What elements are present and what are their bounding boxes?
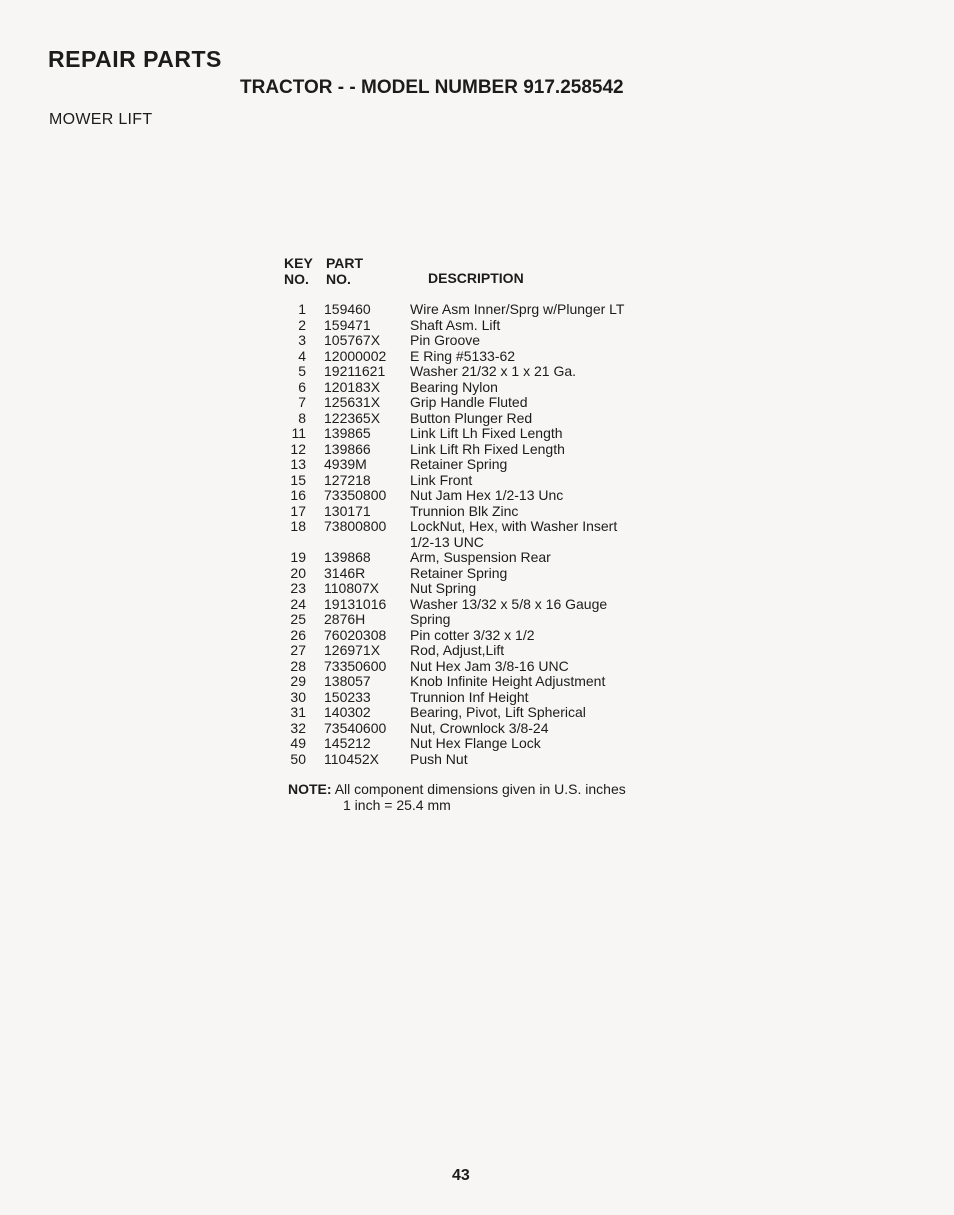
table-row xyxy=(284,612,704,628)
key-no: 7 xyxy=(298,394,306,410)
part-no: 140302 xyxy=(324,704,371,720)
table-row xyxy=(284,488,704,504)
page-heading: REPAIR PARTS xyxy=(48,46,222,72)
key-no: 23 xyxy=(290,580,306,596)
description: Spring xyxy=(410,611,451,627)
key-header-line1: KEY xyxy=(284,255,313,271)
key-no: 2 xyxy=(298,316,306,333)
description: Retainer Spring xyxy=(410,456,508,472)
description: Link Lift Rh Fixed Length xyxy=(410,440,565,457)
part-no: 145212 xyxy=(324,735,371,751)
part-no: 105767X xyxy=(324,332,381,348)
description: Rod, Adjust,Lift xyxy=(410,642,505,658)
description: E Ring #5133-62 xyxy=(410,347,516,364)
description: Knob Infinite Height Adjustment xyxy=(410,673,606,689)
description: Nut, Crownlock 3/8-24 xyxy=(410,719,549,736)
part-no: 4939M xyxy=(324,456,367,472)
note xyxy=(288,781,626,813)
part-no: 110452X xyxy=(324,750,380,767)
part-no: 127218 xyxy=(324,471,371,488)
key-no: 50 xyxy=(290,750,306,767)
description: Nut Spring xyxy=(410,580,477,596)
table-row xyxy=(284,442,704,458)
description-header: DESCRIPTION xyxy=(428,270,524,286)
description: LockNut, Hex, with Washer Insert 1/2-13 UNC xyxy=(410,518,618,550)
table-row xyxy=(284,643,704,659)
key-no: 1 xyxy=(298,301,306,317)
table-row xyxy=(284,364,704,380)
description: Push Nut xyxy=(410,750,468,767)
table-row xyxy=(284,519,704,550)
page-number: 43 xyxy=(452,1167,470,1184)
key-no: 20 xyxy=(290,564,306,581)
key-no: 12 xyxy=(290,440,306,457)
table-header xyxy=(284,256,704,288)
part-no: 139866 xyxy=(324,440,371,457)
table-row xyxy=(284,659,704,675)
part-no: 76020308 xyxy=(324,626,387,643)
description: Trunnion Blk Zinc xyxy=(410,502,519,519)
part-no: 159460 xyxy=(324,301,371,317)
part-no: 3146R xyxy=(324,564,366,581)
table-row xyxy=(284,395,704,411)
key-no: 19 xyxy=(290,549,306,565)
table-row xyxy=(284,581,704,597)
part-no: 110807X xyxy=(324,580,380,596)
part-no: 73350800 xyxy=(324,487,387,503)
part-no: 139865 xyxy=(324,425,371,441)
description: Grip Handle Fluted xyxy=(410,394,528,410)
description: Nut Hex Flange Lock xyxy=(410,735,541,751)
key-no: 28 xyxy=(290,657,306,674)
description: Bearing, Pivot, Lift Spherical xyxy=(410,704,586,720)
table-row xyxy=(284,566,704,582)
description: Arm, Suspension Rear xyxy=(410,549,551,565)
key-no: 18 xyxy=(290,518,306,534)
part-no: 19131016 xyxy=(324,595,387,612)
part-no: 73350600 xyxy=(324,657,387,674)
key-no: 31 xyxy=(290,704,306,720)
part-no: 122365X xyxy=(324,409,381,426)
part-no: 126971X xyxy=(324,642,381,658)
part-no: 150233 xyxy=(324,688,371,705)
table-row xyxy=(284,318,704,334)
description: Link Front xyxy=(410,471,473,488)
key-no: 24 xyxy=(290,595,306,612)
table-row xyxy=(284,426,704,442)
key-no: 4 xyxy=(298,347,306,364)
model-subtitle: TRACTOR - - MODEL NUMBER 917.258542 xyxy=(240,77,624,98)
description: Bearing Nylon xyxy=(410,378,498,395)
key-no-header xyxy=(284,256,324,287)
table-row xyxy=(284,736,704,752)
part-no: 73800800 xyxy=(324,518,387,534)
description: Pin cotter 3/32 x 1/2 xyxy=(410,626,535,643)
parts-table xyxy=(284,256,704,767)
table-row xyxy=(284,674,704,690)
key-no: 16 xyxy=(290,487,306,503)
table-row xyxy=(284,302,704,318)
table-row xyxy=(284,705,704,721)
part-no: 19211621 xyxy=(324,363,386,379)
table-row xyxy=(284,411,704,427)
part-no: 139868 xyxy=(324,549,371,565)
key-no: 29 xyxy=(290,673,306,689)
table-row xyxy=(284,504,704,520)
description: Washer 13/32 x 5/8 x 16 Gauge xyxy=(410,595,608,612)
note-label: NOTE: xyxy=(288,781,332,797)
key-no: 3 xyxy=(298,332,306,348)
part-no: 130171 xyxy=(324,502,371,519)
description: Wire Asm Inner/Sprg w/Plunger LT xyxy=(410,301,625,317)
table-row xyxy=(284,752,704,768)
note-line2: 1 inch = 25.4 mm xyxy=(343,797,451,813)
part-no: 125631X xyxy=(324,394,381,410)
part-header-line1: PART xyxy=(326,255,364,271)
table-row xyxy=(284,550,704,566)
part-no: 2876H xyxy=(324,611,366,627)
description: Nut Jam Hex 1/2-13 Unc xyxy=(410,487,564,503)
key-no: 13 xyxy=(290,456,306,472)
section-title: MOWER LIFT xyxy=(49,111,153,128)
key-no: 32 xyxy=(290,719,306,736)
key-no: 17 xyxy=(290,502,306,519)
key-no: 11 xyxy=(291,425,306,441)
part-no-header xyxy=(326,256,386,287)
part-header-line2: NO. xyxy=(326,270,351,287)
key-header-line2: NO. xyxy=(284,270,309,287)
key-no: 25 xyxy=(290,611,306,627)
part-no: 73540600 xyxy=(324,719,387,736)
key-no: 49 xyxy=(290,735,306,751)
description: Shaft Asm. Lift xyxy=(410,316,501,333)
table-row xyxy=(284,473,704,489)
part-no: 12000002 xyxy=(324,347,387,364)
table-row xyxy=(284,349,704,365)
key-no: 26 xyxy=(290,626,306,643)
key-no: 8 xyxy=(298,409,306,426)
key-no: 27 xyxy=(290,642,306,658)
table-row xyxy=(284,721,704,737)
table-body xyxy=(284,302,704,767)
description: Washer 21/32 x 1 x 21 Ga. xyxy=(410,363,577,379)
key-no: 15 xyxy=(290,471,306,488)
part-no: 159471 xyxy=(324,316,371,333)
note-line1: All component dimensions given in U.S. inches xyxy=(334,781,626,797)
description: Pin Groove xyxy=(410,332,481,348)
key-no: 5 xyxy=(298,363,306,379)
table-row xyxy=(284,457,704,473)
key-no: 6 xyxy=(298,378,306,395)
table-row xyxy=(284,333,704,349)
table-row xyxy=(284,628,704,644)
description: Link Lift Lh Fixed Length xyxy=(410,425,563,441)
part-no: 138057 xyxy=(324,673,371,689)
description: Nut Hex Jam 3/8-16 UNC xyxy=(410,657,569,674)
key-no: 30 xyxy=(290,688,306,705)
table-row xyxy=(284,380,704,396)
description: Retainer Spring xyxy=(410,564,508,581)
table-row xyxy=(284,597,704,613)
table-row xyxy=(284,690,704,706)
description: Button Plunger Red xyxy=(410,409,533,426)
part-no: 120183X xyxy=(324,378,381,395)
description: Trunnion Inf Height xyxy=(410,688,529,705)
